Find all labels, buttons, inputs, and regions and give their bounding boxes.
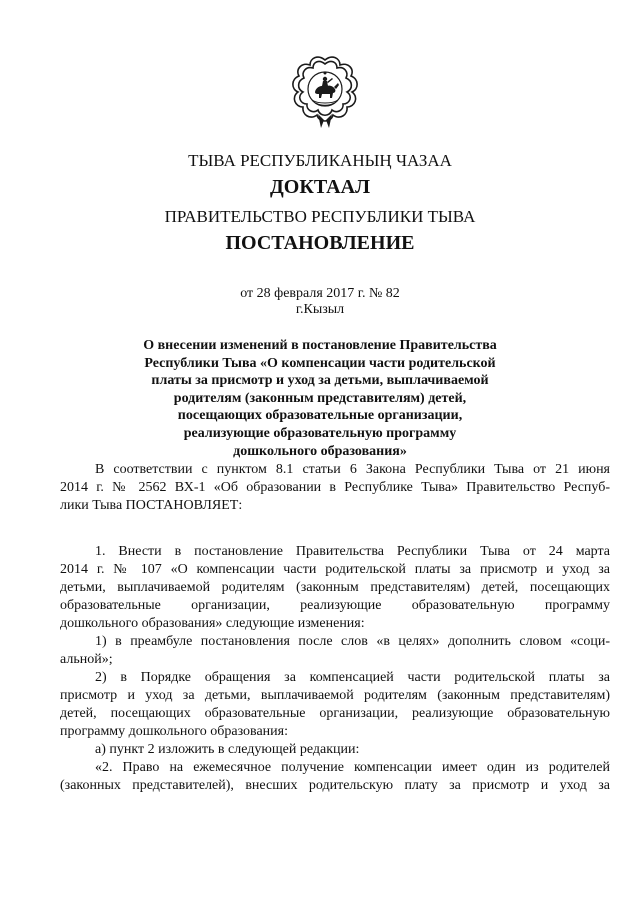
text-line: лики Тыва ПОСТАНОВЛЯЕТ:	[60, 498, 243, 513]
text-line: детьми, выплачиваемой родителям (законным представителям) детей, посещающих	[60, 580, 610, 595]
russian-document-type: ПОСТАНОВЛЕНИЕ	[225, 232, 415, 254]
title-line: платы за присмотр и уход за детьми, выплачиваемой	[151, 373, 489, 389]
text-line: присмотр и уход за детьми, выплачиваемой родителям (законным представителям)	[60, 688, 610, 703]
title-line: реализующие образовательную программу	[183, 425, 457, 441]
tuvan-document-type: ДОКТААЛ	[270, 176, 370, 198]
title-line: родителям (законным представителям) детей,	[173, 390, 467, 406]
text-line: В соответствии с пунктом 8.1 статьи 6 Закона Республики Тыва от 21 июня	[95, 462, 610, 477]
title-line: О внесении изменений в постановление Правительства	[143, 338, 497, 353]
text-line: 1. Внести в постановление Правительства Республики Тыва от 24 марта	[95, 544, 610, 559]
text-line: 2014 г. № 2562 ВХ-1 «Об образовании в Республике Тыва» Правительство Респуб-	[60, 480, 610, 495]
tuva-emblem-icon	[288, 52, 362, 136]
text-line: образовательные организации, реализующие образовательную программу	[60, 598, 610, 613]
text-line: программу дошкольного образования:	[60, 724, 288, 739]
preamble-paragraph	[60, 461, 610, 515]
document-city: г.Кызыл	[295, 302, 345, 317]
title-line: Республики Тыва «О компенсации части родительской	[144, 355, 496, 371]
text-line: 2) в Порядке обращения за компенсацией части родительской платы за	[95, 670, 610, 685]
title-line: дошкольного образования»	[233, 443, 407, 459]
title-line: посещающих образовательные организации,	[177, 408, 463, 424]
text-line: 1) в преамбуле постановления после слов «в целях» дополнить словом «соци-	[95, 634, 610, 649]
text-line: дошкольного образования» следующие изменения:	[60, 616, 365, 631]
text-line: «2. Право на ежемесячное получение компенсации имеет один из родителей	[95, 760, 610, 775]
text-line: 2014 г. № 107 «О компенсации части родительской платы за присмотр и уход за	[60, 562, 610, 577]
tuvan-government-line: ТЫВА РЕСПУБЛИКАНЫҢ ЧАЗАА	[188, 151, 452, 170]
text-line: (законных представителей), внесших родительскую плату за присмотр и уход за	[60, 778, 610, 793]
text-line: альной»;	[60, 652, 113, 667]
document-title	[100, 337, 540, 460]
main-body	[60, 543, 610, 795]
document-date-number: от 28 февраля 2017 г. № 82	[240, 286, 400, 301]
text-line: детей, посещающих образовательные организации, реализующие образовательную	[60, 706, 610, 721]
text-line: а) пункт 2 изложить в следующей редакции:	[95, 742, 360, 757]
russian-government-line: ПРАВИТЕЛЬСТВО РЕСПУБЛИКИ ТЫВА	[164, 207, 476, 226]
